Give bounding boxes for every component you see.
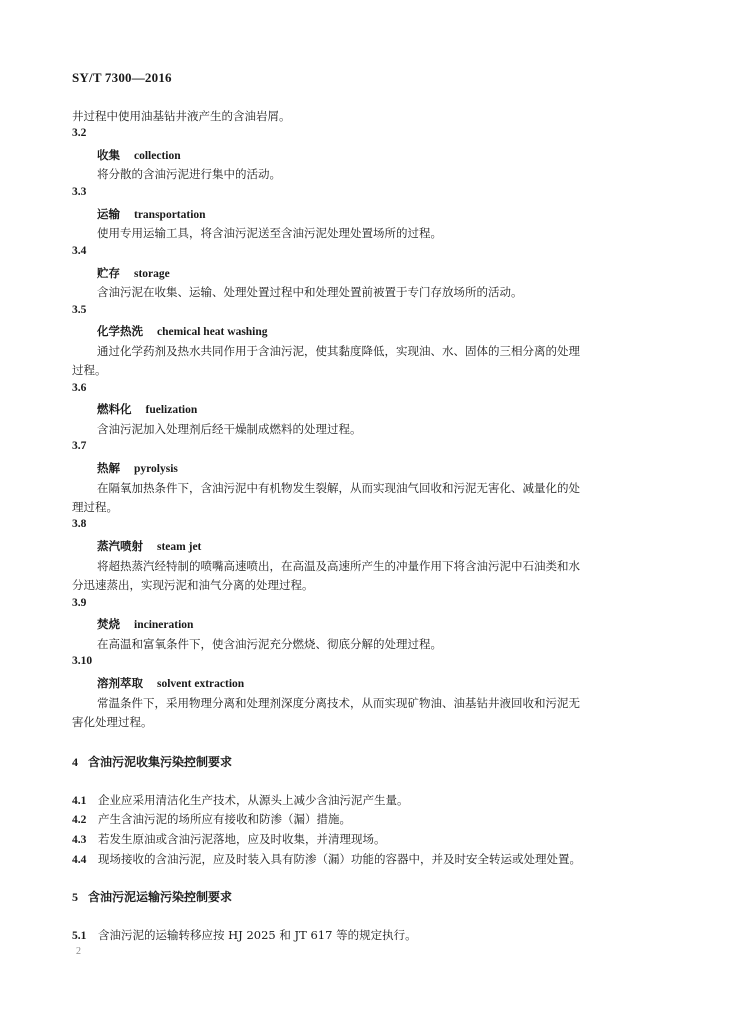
term-number: 3.3: [72, 186, 87, 198]
term-cn: 热解: [97, 461, 120, 475]
section-title: 含油污泥运输污染控制要求: [88, 890, 233, 904]
term-definition: 将分散的含油污泥进行集中的活动。: [97, 167, 281, 181]
term-definition: 将超热蒸汽经特制的喷嘴高速喷出，在高温及高速所产生的冲量作用下将含油污泥中石油类和水: [97, 559, 580, 573]
term-cn: 化学热洗: [97, 324, 143, 338]
section-heading: [72, 888, 232, 905]
term-number: 3.4: [72, 245, 87, 257]
page-number: 2: [76, 946, 81, 957]
section-heading: [72, 753, 232, 770]
term-heading: [97, 323, 268, 339]
term-heading: [97, 206, 206, 222]
term-number: 3.6: [72, 382, 87, 394]
term-number: 3.5: [72, 304, 87, 316]
term-en: incineration: [134, 619, 194, 631]
clause-item: [72, 927, 417, 943]
term-definition: 通过化学药剂及热水共同作用于含油污泥，使其黏度降低，实现油、水、固体的三相分离的处理: [97, 344, 580, 358]
term-cn: 贮存: [97, 266, 120, 280]
term-en: pyrolysis: [134, 463, 178, 475]
term-definition: 在隔氧加热条件下，含油污泥中有机物发生裂解，从而实现油气回收和污泥无害化、减量化的处: [97, 481, 580, 495]
term-number: 3.8: [72, 518, 87, 530]
clause-text: 企业应采用清洁化生产技术，从源头上减少含油污泥产生量。: [98, 793, 409, 807]
term-heading: [97, 675, 244, 691]
term-en: collection: [134, 150, 181, 162]
term-number: 3.2: [72, 127, 87, 139]
term-en: chemical heat washing: [157, 326, 268, 338]
term-cn: 溶剂萃取: [97, 676, 143, 690]
term-cn: 焚烧: [97, 617, 120, 631]
term-heading: [97, 147, 181, 163]
term-cn: 收集: [97, 148, 120, 162]
term-cn: 燃料化: [97, 402, 132, 416]
clause-text: 含油污泥的运输转移应按 HJ 2025 和 JT 617 等的规定执行。: [98, 928, 417, 942]
term-cn: 运输: [97, 207, 120, 221]
clause-item: [72, 851, 581, 867]
clause-text: 若发生原油或含油污泥落地，应及时收集，并清理现场。: [98, 832, 386, 846]
term-heading: [97, 401, 197, 417]
term-cn: 蒸汽喷射: [97, 539, 143, 553]
term-en: storage: [134, 268, 170, 280]
term-definition-cont: 分迅速蒸出，实现污泥和油气分离的处理过程。: [72, 578, 314, 592]
clause-number: 4.1: [72, 795, 87, 807]
term-heading: [97, 460, 178, 476]
term-definition: 在高温和富氧条件下，使含油污泥充分燃烧、彻底分解的处理过程。: [97, 637, 442, 651]
term-number: 3.9: [72, 597, 87, 609]
clause-item: [72, 831, 386, 847]
term-en: fuelization: [145, 404, 198, 416]
term-definition: 使用专用运输工具，将含油污泥送至含油污泥处理处置场所的过程。: [97, 226, 442, 240]
term-definition: 常温条件下，采用物理分离和处理剂深度分离技术，从而实现矿物油、油基钻井液回收和污泥无: [97, 696, 580, 710]
clause-text: 产生含油污泥的场所应有接收和防渗（漏）措施。: [98, 812, 351, 826]
term-heading: [97, 538, 201, 554]
clause-number: 4.3: [72, 834, 87, 846]
term-definition-cont: 害化处理过程。: [72, 715, 153, 729]
term-definition: 含油污泥在收集、运输、处理处置过程中和处理处置前被置于专门存放场所的活动。: [97, 285, 523, 299]
term-definition-cont: 理过程。: [72, 500, 118, 514]
clause-text: 现场接收的含油污泥，应及时装入具有防渗（漏）功能的容器中，并及时安全转运或处理处置。: [98, 852, 581, 866]
clause-number: 5.1: [72, 930, 87, 942]
standard-code: SY/T 7300—2016: [72, 70, 172, 85]
term-en: steam jet: [157, 541, 202, 553]
section-title: 含油污泥收集污染控制要求: [88, 755, 233, 769]
intro-line: 井过程中使用油基钻井液产生的含油岩屑。: [72, 109, 291, 123]
clause-item: [72, 811, 351, 827]
term-en: transportation: [134, 209, 206, 221]
term-definition: 含油污泥加入处理剂后经干燥制成燃料的处理过程。: [97, 422, 362, 436]
term-number: 3.7: [72, 440, 87, 452]
section-number: 4: [72, 755, 78, 769]
clause-number: 4.2: [72, 814, 87, 826]
term-number: 3.10: [72, 655, 93, 667]
term-heading: [97, 265, 170, 281]
term-en: solvent extraction: [157, 678, 245, 690]
term-heading: [97, 616, 193, 632]
clause-item: [72, 792, 409, 808]
section-number: 5: [72, 890, 78, 904]
clause-number: 4.4: [72, 854, 87, 866]
term-definition-cont: 过程。: [72, 363, 107, 377]
